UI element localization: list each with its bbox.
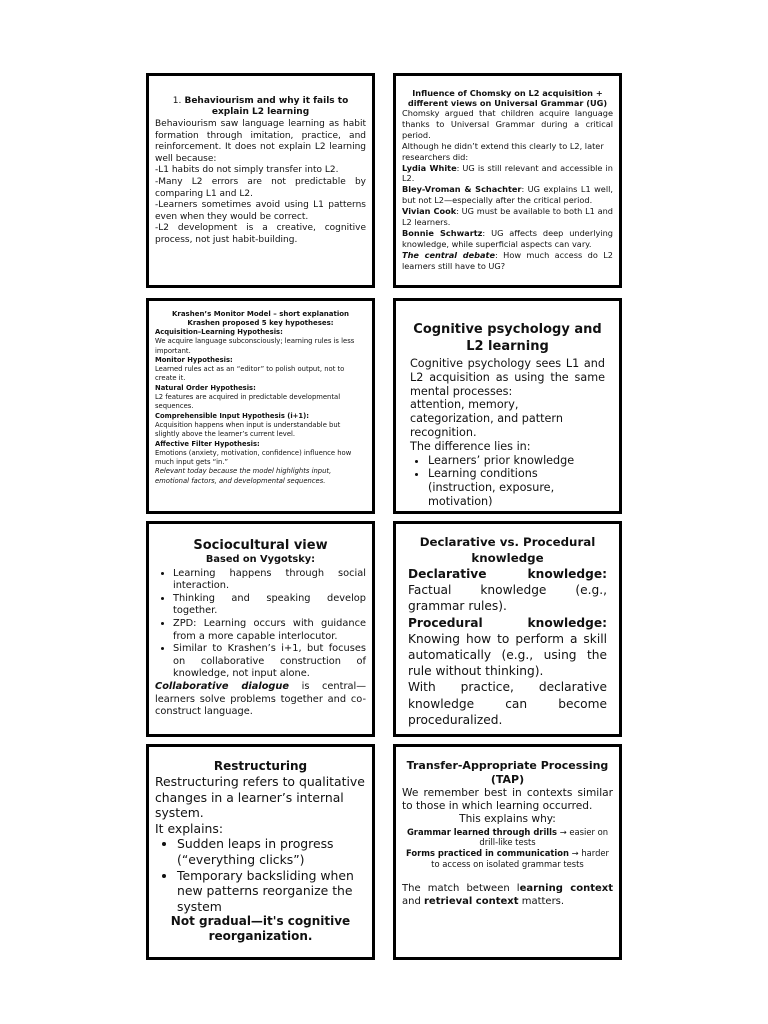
conclusion: Not gradual—it's cognitive reorganization. xyxy=(170,914,351,944)
card-title: Sociocultural view xyxy=(193,538,328,553)
list-item: • Thinking and speaking develop together. xyxy=(173,593,366,618)
card-intro: Behaviourism saw language learning as habit formation through imitation, practice, and reinforcement. It does not explain L2 learning well because: xyxy=(155,119,366,164)
list-item: • Learning happens through social interaction. xyxy=(173,568,366,593)
card-sociocultural xyxy=(146,521,375,737)
declarative-text: Factual knowledge (e.g., grammar rules). xyxy=(408,583,607,614)
tap-line-drills: Grammar learned through drills → easier on drill-like tests xyxy=(406,826,609,848)
view-item: Bonnie Schwartz: UG affects deep underlying knowledge, while superficial aspects can vary. xyxy=(402,227,613,249)
hypothesis-text: Learned rules act as an “editor” to polish output, not to create it. xyxy=(155,365,345,383)
hypothesis-text: Emotions (anxiety, motivation, confidence) influence how much input gets “in.” xyxy=(155,448,352,467)
collaborative-dialogue: Collaborative dialogue is central—learners solve problems together and co-construct language. xyxy=(155,680,366,718)
list-item: • ZPD: Learning occurs with guidance from a more capable interlocutor. xyxy=(173,618,366,643)
card-intro: Cognitive psychology sees L1 and L2 acquisition as using the same mental processes: xyxy=(410,357,605,398)
point: -Learners sometimes avoid using L1 patterns even when they would be correct. xyxy=(155,200,366,222)
card-title: Declarative vs. Procedural knowledge xyxy=(419,535,596,565)
processes: attention, memory, categorization, and pattern recognition. xyxy=(410,398,563,439)
card-tap xyxy=(393,744,622,960)
central-debate: The central debate: How much access do L2 learners still have to UG? xyxy=(402,249,614,271)
point: -L2 development is a creative, cognitive process, not just habit-building. xyxy=(155,223,366,245)
card-title: 1. Behaviourism and why it fails to explain L2 learning xyxy=(172,96,349,117)
card-subtitle: Krashen proposed 5 key hypotheses: xyxy=(187,319,334,327)
card-title: Krashen’s Monitor Model – short explanation xyxy=(171,310,350,318)
view-item: Lydia White: UG is still relevant and accessible in L2. xyxy=(402,162,613,184)
card-title: Influence of Chomsky on L2 acquisition + different views on Universal Grammar (UG) xyxy=(407,88,608,108)
hypothesis-text: We acquire language subconsciously; learning rules is less important. xyxy=(155,337,355,355)
difference-label: The difference lies in: xyxy=(410,439,531,453)
spacer xyxy=(402,870,613,882)
card-declarative-procedural xyxy=(393,521,622,737)
list-item: • Similar to Krashen’s i+1, but focuses on collaborative construction of knowledge, not input alone. xyxy=(173,643,366,681)
list-item: • Learners’ prior knowledge xyxy=(428,454,605,468)
card-behaviourism xyxy=(146,73,375,288)
restructuring-list xyxy=(155,836,366,914)
card-title: Cognitive psychology and L2 learning xyxy=(413,322,602,354)
point: -Many L2 errors are not predictable by comparing L1 and L2. xyxy=(155,176,366,199)
card-cognitive xyxy=(393,298,622,514)
procedural-label: Procedural knowledge: xyxy=(408,615,607,630)
difference-list xyxy=(410,454,605,509)
card-intro: Restructuring refers to qualitative changes in a learner’s internal system. xyxy=(155,774,365,821)
relevance-note: Relevant today because the model highlights input, emotional factors, and developmental sequences. xyxy=(155,467,332,485)
list-item: • Sudden leaps in progress (“everything clicks”) xyxy=(177,836,366,867)
card-chomsky xyxy=(393,73,622,288)
hypothesis-name: Natural Order Hypothesis: xyxy=(155,383,256,392)
card-intro: Chomsky argued that children acquire language thanks to Universal Grammar during a critical period. xyxy=(402,108,613,140)
explains-label: This explains why: xyxy=(459,813,556,826)
hypothesis-text: Acquisition happens when input is understandable but slightly above the learner’s current level. xyxy=(155,420,341,439)
hypothesis-name: Monitor Hypothesis: xyxy=(155,355,233,364)
card-restructuring xyxy=(146,744,375,960)
view-item: Vivian Cook: UG must be available to both L1 and L2 learners. xyxy=(402,206,613,228)
hypothesis-name: Affective Filter Hypothesis: xyxy=(155,439,260,448)
list-item: • Learning conditions (instruction, exposure, motivation) xyxy=(428,467,605,508)
card-intro: We remember best in contexts similar to those in which learning occurred. xyxy=(402,787,613,813)
declarative-label: Declarative knowledge: xyxy=(408,567,607,581)
list-item: • Temporary backsliding when new patterns reorganize the system xyxy=(177,868,366,915)
sociocultural-list xyxy=(155,568,366,681)
tap-line-communication: Forms practiced in communication → harder to access on isolated grammar tests xyxy=(406,848,609,869)
card-intro-2: Although he didn’t extend this clearly to L2, later researchers did: xyxy=(402,140,604,162)
card-subtitle: Based on Vygotsky: xyxy=(205,554,316,565)
point: -L1 habits do not simply transfer into L2. xyxy=(155,165,339,176)
card-title: Transfer-Appropriate Processing (TAP) xyxy=(406,759,609,786)
card-krashen xyxy=(146,298,375,514)
hypothesis-name: Comprehensible Input Hypothesis (i+1): xyxy=(155,411,309,420)
hypothesis-name: Acquisition–Learning Hypothesis: xyxy=(155,328,283,336)
hypothesis-text: L2 features are acquired in predictable developmental sequences. xyxy=(155,393,341,411)
explains-label: It explains: xyxy=(155,820,224,836)
practice-text: With practice, declarative knowledge can become proceduralized. xyxy=(408,680,607,727)
card-title: Restructuring xyxy=(213,759,308,773)
context-match: The match between learning context and retrieval context matters. xyxy=(402,882,614,907)
view-item: Bley-Vroman & Schachter: UG explains L1 well, but not L2—especially after the critical period. xyxy=(402,184,613,206)
procedural-text: Knowing how to perform a skill automatically (e.g., using the rule without thinking). xyxy=(408,631,607,679)
